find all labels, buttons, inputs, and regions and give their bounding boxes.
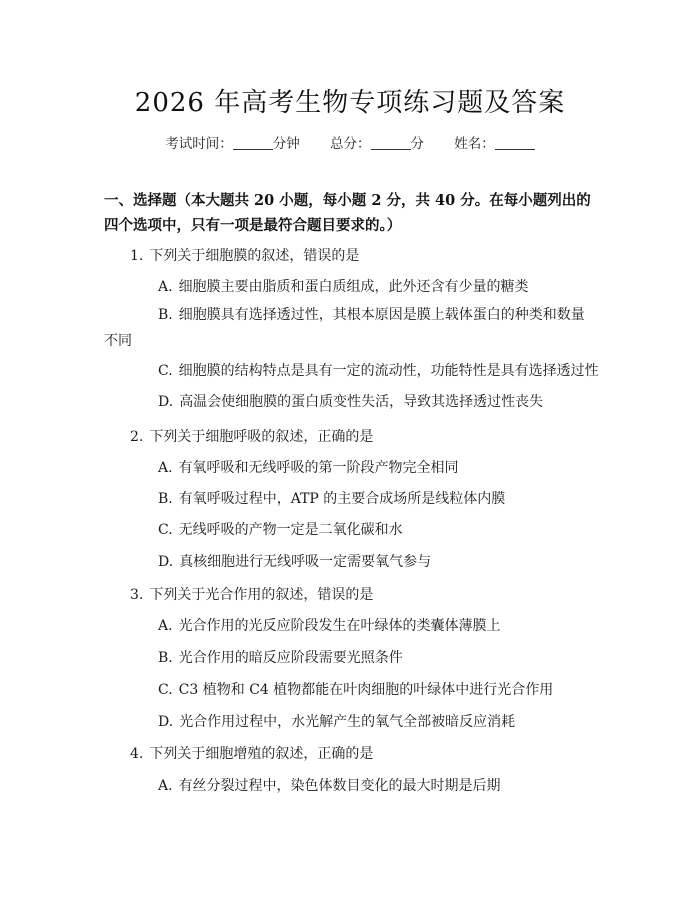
question-1-option-c (158, 360, 599, 380)
question-number: 2. (130, 429, 144, 445)
exam-time-label: 考试时间： (165, 136, 233, 152)
question-2-option-b (158, 488, 505, 508)
option-letter: B. (158, 491, 173, 507)
option-text: 光合作用的光反应阶段发生在叶绿体的类囊体薄膜上 (178, 618, 501, 634)
question-1-option-d (158, 391, 543, 411)
option-letter: C. (158, 682, 173, 698)
option-letter: D. (158, 394, 174, 410)
option-text: 细胞膜具有选择透过性，其根本原因是膜上载体蛋白的种类和数量不同 (104, 307, 585, 349)
option-letter: D. (158, 714, 174, 730)
option-letter: A. (158, 460, 173, 476)
question-2-option-d (158, 551, 431, 571)
option-letter: B. (158, 650, 173, 666)
option-text: 光合作用过程中，水光解产生的氧气全部被暗反应消耗 (179, 714, 516, 730)
question-stem: 下列关于细胞膜的叙述，错误的是 (149, 248, 360, 264)
question-3 (130, 584, 373, 604)
question-1-option-b (104, 302, 596, 354)
total-score-unit: 分 (410, 136, 424, 152)
option-text: 细胞膜主要由脂质和蛋白质组成，此外还含有少量的糖类 (178, 279, 529, 295)
option-letter: C. (158, 522, 173, 538)
question-3-option-b (158, 647, 403, 667)
question-1 (130, 245, 359, 265)
exam-time-unit: 分钟 (272, 136, 300, 152)
question-stem: 下列关于细胞呼吸的叙述，正确的是 (149, 429, 374, 445)
student-name-field (454, 136, 535, 152)
exam-time-field (165, 136, 300, 152)
student-name-blank (495, 135, 535, 150)
option-text: 高温会使细胞膜的蛋白质变性失活，导致其选择透过性丧失 (179, 394, 544, 410)
option-text: 真核细胞进行无线呼吸一定需要氧气参与 (179, 554, 432, 570)
question-3-option-c (158, 679, 553, 699)
option-text: 细胞膜的结构特点是具有一定的流动性，功能特性是具有选择透过性 (178, 363, 599, 379)
question-number: 4. (130, 746, 144, 762)
option-letter: A. (158, 618, 173, 634)
question-4 (130, 743, 373, 763)
option-text: C3 植物和 C4 植物都能在叶肉细胞的叶绿体中进行光合作用 (178, 682, 554, 698)
exam-time-blank (233, 135, 273, 150)
option-letter: D. (158, 554, 174, 570)
question-stem: 下列关于细胞增殖的叙述，正确的是 (149, 746, 374, 762)
question-3-option-d (158, 711, 515, 731)
section-heading: 一、选择题（本大题共 20 小题，每小题 2 分，共 40 分。在每小题列出的四个选项中，只有一项是最符合题目要求的。） (104, 192, 591, 234)
exam-meta-line (0, 132, 700, 152)
question-2-option-c (158, 519, 403, 539)
option-letter: C. (158, 363, 173, 379)
option-letter: A. (158, 778, 173, 794)
option-text: 有丝分裂过程中，染色体数目变化的最大时期是后期 (178, 778, 501, 794)
option-text: 有氧呼吸和无线呼吸的第一阶段产物完全相同 (178, 460, 459, 476)
question-2 (130, 426, 373, 446)
question-2-option-a (158, 457, 459, 477)
question-number: 3. (130, 587, 144, 603)
total-score-blank (371, 135, 411, 150)
question-3-option-a (158, 615, 501, 635)
question-1-option-a (158, 276, 529, 296)
option-text: 有氧呼吸过程中，ATP 的主要合成场所是线粒体内膜 (178, 491, 506, 507)
question-4-option-a (158, 775, 501, 795)
question-stem: 下列关于光合作用的叙述，错误的是 (149, 587, 374, 603)
page-title: 2026 年高考生物专项练习题及答案 (134, 88, 566, 118)
option-letter: A. (158, 279, 173, 295)
total-score-label: 总分： (330, 136, 371, 152)
question-number: 1. (130, 248, 144, 264)
option-text: 光合作用的暗反应阶段需要光照条件 (178, 650, 403, 666)
option-text: 无线呼吸的产物一定是二氧化碳和水 (178, 522, 403, 538)
student-name-label: 姓名： (454, 136, 495, 152)
total-score-field (330, 136, 424, 152)
option-letter: B. (158, 307, 173, 323)
